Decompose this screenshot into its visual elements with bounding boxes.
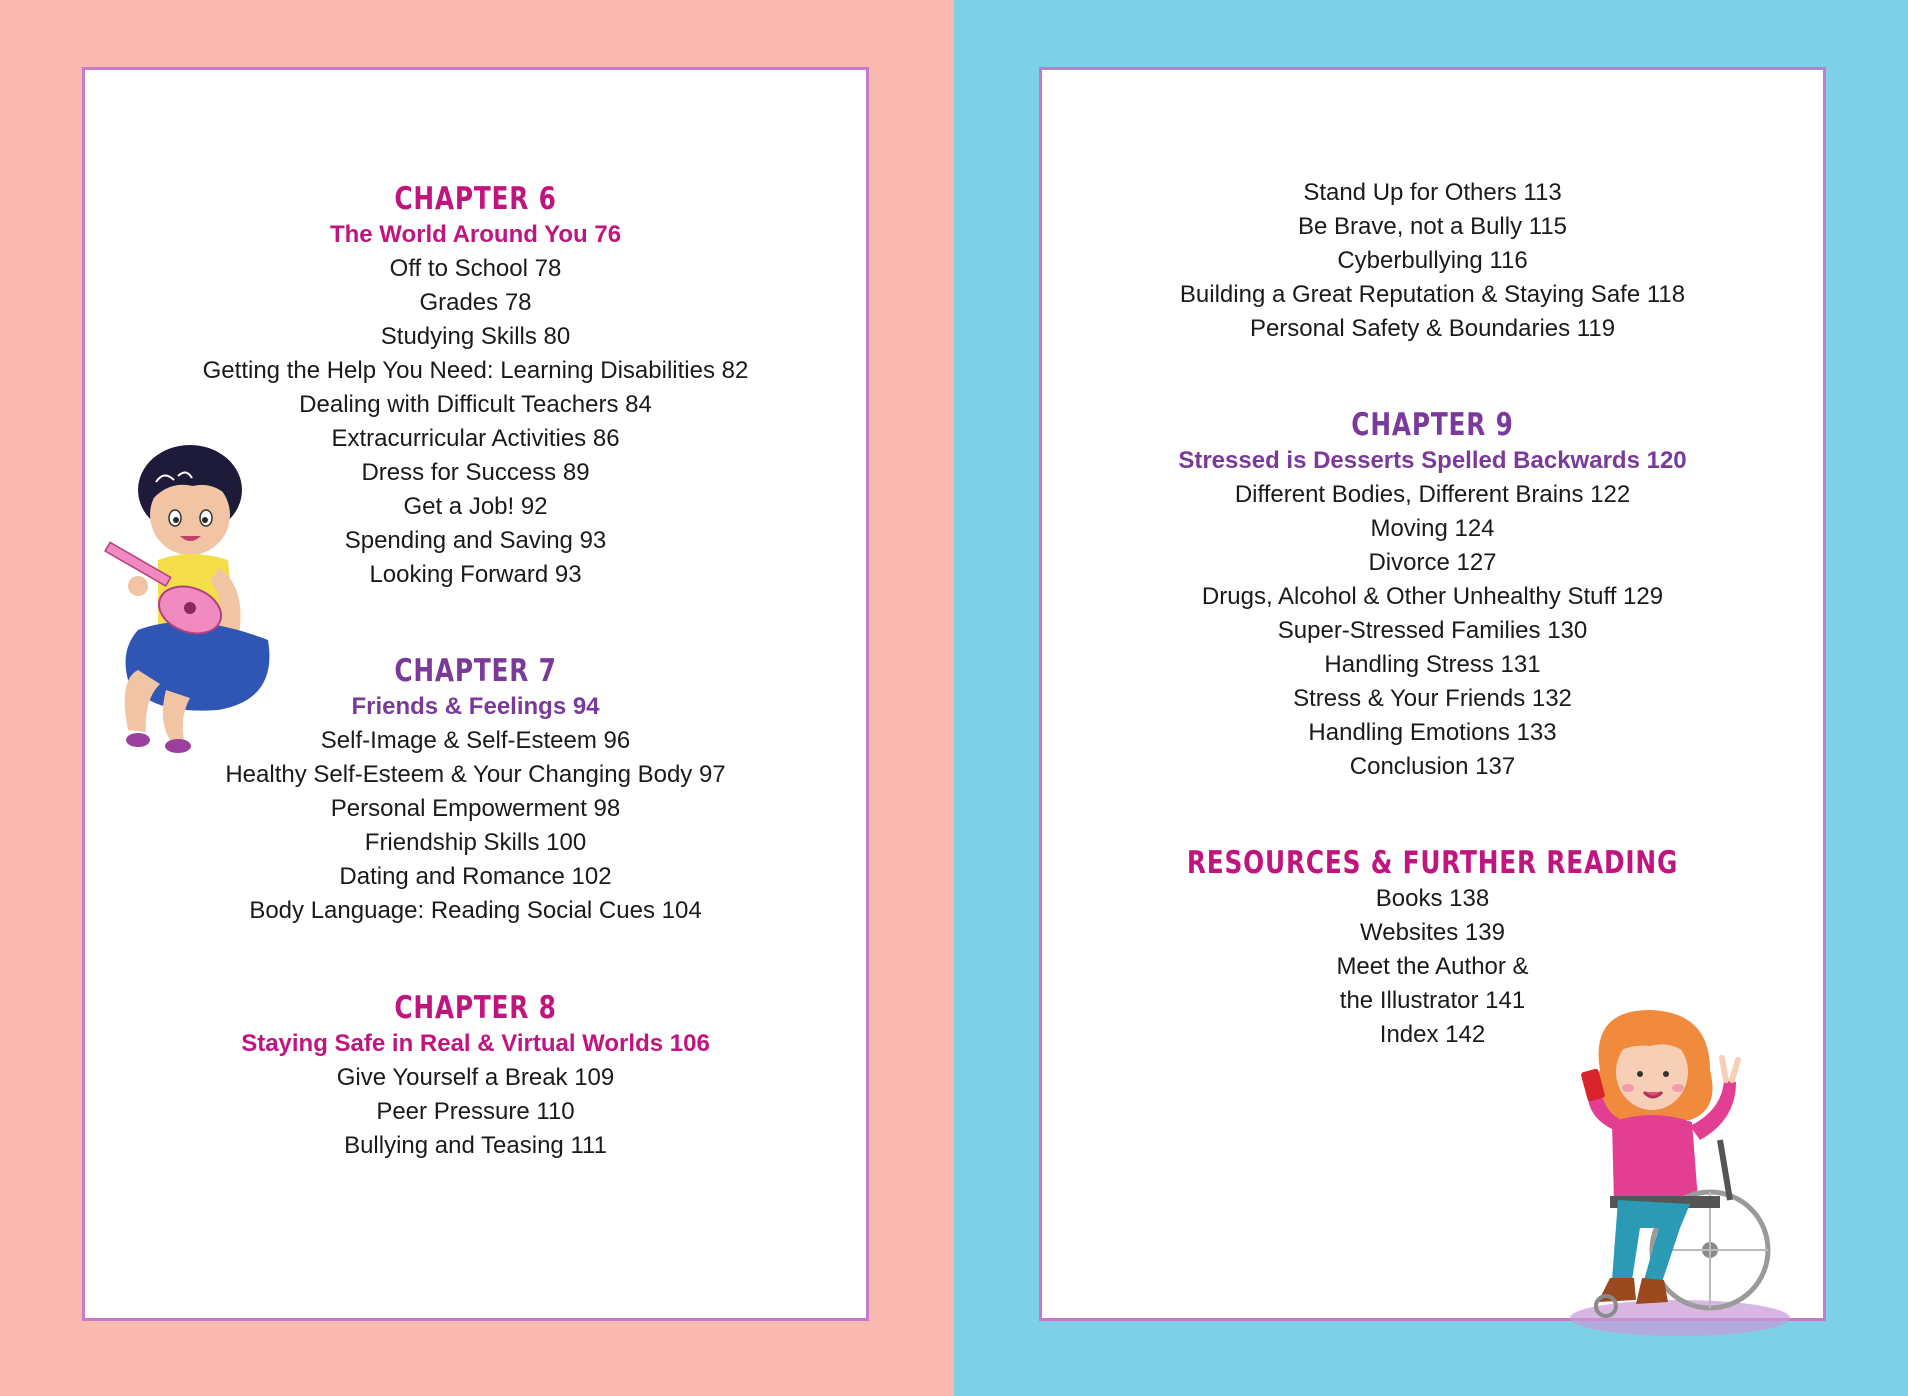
chapter-9-heading: CHAPTER 9: [1351, 407, 1514, 443]
toc-entry: Looking Forward 93: [369, 561, 582, 588]
toc-entry: Handling Stress 131: [1324, 651, 1541, 678]
toc-entry: Body Language: Reading Social Cues 104: [249, 897, 702, 924]
chapter-6-heading: CHAPTER 6: [394, 181, 557, 217]
chapter-6-title: The World Around You 76: [329, 221, 622, 248]
toc-entry: Stand Up for Others 113: [1303, 179, 1562, 206]
resources-heading: RESOURCES & FURTHER READING: [1186, 845, 1679, 881]
chapter-8-section: [85, 989, 866, 1163]
toc-entry: Conclusion 137: [1349, 753, 1516, 780]
toc-entry: Dress for Success 89: [361, 459, 590, 486]
chapter-8-continued-section: [1042, 176, 1823, 346]
toc-entry: Healthy Self-Esteem & Your Changing Body 97: [225, 761, 726, 788]
toc-entry: Dating and Romance 102: [339, 863, 612, 890]
toc-entry: Websites 139: [1360, 919, 1505, 946]
toc-entry: Divorce 127: [1368, 549, 1497, 576]
toc-entry: the Illustrator 141: [1339, 987, 1526, 1014]
toc-entry: Cyberbullying 116: [1337, 247, 1528, 274]
toc-entry: Different Bodies, Different Brains 122: [1234, 481, 1631, 508]
toc-entry: Spending and Saving 93: [344, 527, 607, 554]
toc-entry: Moving 124: [1370, 515, 1495, 542]
toc-entry: Off to School 78: [389, 255, 562, 282]
toc-entry: Handling Emotions 133: [1308, 719, 1557, 746]
girl-with-ukulele-illustration: [98, 440, 288, 770]
toc-entry: Self-Image & Self-Esteem 96: [320, 727, 631, 754]
toc-entry: Personal Safety & Boundaries 119: [1249, 315, 1616, 342]
chapter-9-title: Stressed is Desserts Spelled Backwards 120: [1178, 447, 1687, 474]
chapter-7-heading: CHAPTER 7: [394, 653, 557, 689]
toc-entry: Bullying and Teasing 111: [344, 1132, 607, 1159]
toc-entry: Studying Skills 80: [380, 323, 571, 350]
toc-entry: Books 138: [1375, 885, 1490, 912]
chapter-9-section: [1042, 406, 1823, 784]
toc-entry: Personal Empowerment 98: [330, 795, 621, 822]
toc-entry: Getting the Help You Need: Learning Disabilities 82: [202, 357, 749, 384]
toc-entry: Index 142: [1379, 1021, 1486, 1048]
toc-entry: Dealing with Difficult Teachers 84: [299, 391, 652, 418]
toc-entry: Grades 78: [419, 289, 532, 316]
chapter-8-heading: CHAPTER 8: [394, 990, 557, 1026]
toc-entry: Building a Great Reputation & Staying Safe 118: [1179, 281, 1686, 308]
toc-entry: Give Yourself a Break 109: [336, 1064, 615, 1091]
toc-entry: Peer Pressure 110: [376, 1098, 575, 1125]
chapter-7-title: Friends & Feelings 94: [351, 693, 600, 720]
chapter-8-title: Staying Safe in Real & Virtual Worlds 106: [241, 1030, 710, 1057]
toc-entry: Super-Stressed Families 130: [1277, 617, 1588, 644]
toc-entry: Extracurricular Activities 86: [331, 425, 620, 452]
toc-entry: Friendship Skills 100: [364, 829, 587, 856]
toc-entry: Stress & Your Friends 132: [1293, 685, 1572, 712]
toc-entry: Be Brave, not a Bully 115: [1297, 213, 1568, 240]
toc-entry: Get a Job! 92: [403, 493, 548, 520]
girl-in-wheelchair-illustration: [1540, 1000, 1800, 1340]
toc-entry: Meet the Author &: [1336, 953, 1529, 980]
toc-entry: Drugs, Alcohol & Other Unhealthy Stuff 129: [1201, 583, 1664, 610]
